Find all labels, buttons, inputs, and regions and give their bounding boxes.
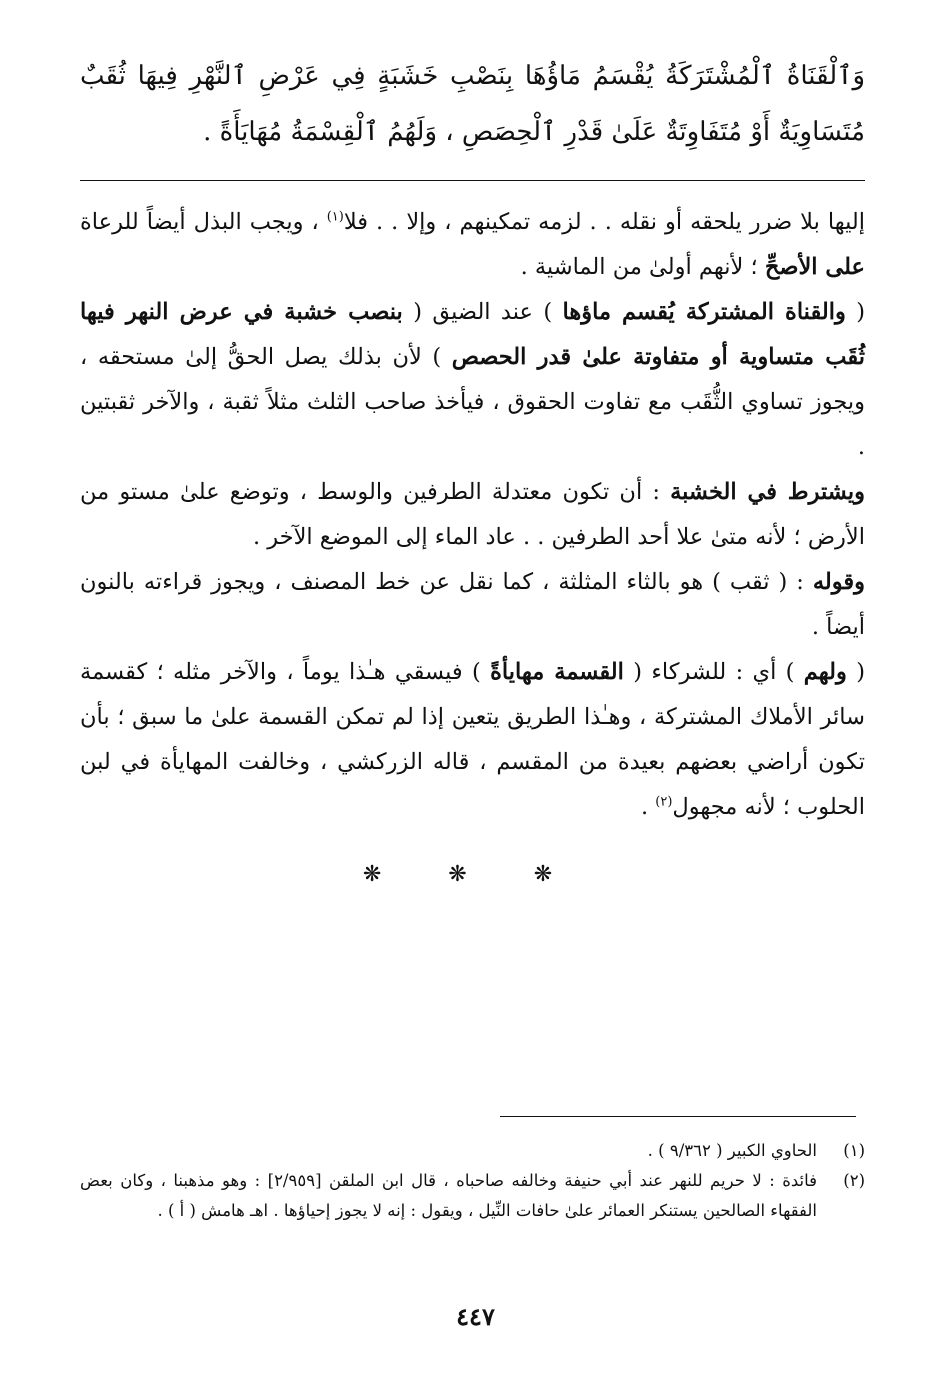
section-end-stars: ❋ ❋ ❋ (362, 862, 583, 887)
footnote-text: فائدة : لا حريم للنهر عند أبي حنيفة وخالفه صاحباه ، قال ابن الملقن [٢/٩٥٩] : وهو مذهبنا ، وكان بعض الفقهاء الصالحين يستنكر العمائر علىٰ حافات النِّيل ، ويقول : إنه لا يجوز إحياؤها . اهـ هامش ( أ ) . (80, 1171, 818, 1220)
commentary-paragraph-1 (80, 200, 865, 290)
footnote-2 (80, 1166, 865, 1226)
bold-run: على الأصحِّ (764, 254, 865, 280)
footnote-1 (80, 1136, 865, 1166)
text-run: إليها بلا ضرر يلحقه أو نقله . . لزمه تمكينهم ، وإلا . . فلا (343, 209, 865, 235)
text-run: ) لأن بذلك يصل الحقُّ إلىٰ مستحقه ، ويجوز تساوي الثُّقَب مع تفاوت الحقوق ، فيأخذ صاحب الثلث مثلاً ثقبة ، والآخر ثقبتين . (80, 344, 865, 460)
text-run: : أن تكون معتدلة الطرفين والوسط ، وتوضع علىٰ مستو من الأرض ؛ لأنه متىٰ علا أحد الطرفين . . عاد الماء إلى الموضع الآخر . (80, 479, 865, 550)
text-run: ) عند الضيق ( (402, 299, 563, 325)
footnote-separator (500, 1116, 856, 1117)
matn-separator (80, 180, 865, 181)
bold-run: ويشترط في الخشبة (670, 479, 865, 505)
footnote-ref-1[interactable]: (١) (326, 209, 344, 225)
bold-run: بنصب خشبة في عرض النهر فيها ثُقَب متساوية أو متفاوتة علىٰ قدر الحصص (80, 299, 865, 370)
matn-text (80, 48, 865, 160)
commentary-paragraph-2 (80, 290, 865, 470)
text-run: ، ويجب البذل أيضاً للرعاة (80, 209, 327, 235)
bold-run: وقوله (812, 569, 865, 595)
text-run: : ( ثقب ) هو بالثاء المثلثة ، كما نقل عن خط المصنف ، ويجوز قراءته بالنون أيضاً . (80, 569, 865, 640)
footnote-text: الحاوي الكبير ( ٩/٣٦٢ ) . (647, 1141, 817, 1160)
text-run: ( (845, 299, 866, 325)
footnote-number: (١) (843, 1141, 865, 1160)
text-run: ؛ لأنهم أولىٰ من الماشية . (520, 254, 765, 280)
commentary-paragraph-4 (80, 560, 865, 650)
matn-line: وَٱلْقَنَاةُ ٱلْمُشْتَرَكَةُ يُقْسَمُ مَاؤُهَا بِنَصْبِ خَشَبَةٍ فِي عَرْضِ ٱلنَّهْرِ فِيهَا ثُقَبٌ مُتَسَاوِيَةٌ أَوْ مُتَفَاوِتَةٌ عَلَىٰ قَدْرِ ٱلْحِصَصِ ، وَلَهُمُ ٱلْقِسْمَةُ مُهَايَأَةً . (80, 61, 865, 147)
text-run: ) أي : للشركاء ( (623, 659, 804, 685)
footnote-number: (٢) (843, 1171, 865, 1190)
bold-run: القسمة مهايأةً (490, 659, 624, 685)
commentary (80, 200, 865, 830)
text-run: ) فيسقي هـٰذا يوماً ، والآخر مثله ؛ كقسمة سائر الأملاك المشتركة ، وهـٰذا الطريق يتعين إذا لم تمكن القسمة علىٰ ما سبق ؛ بأن تكون أراضي بعضهم بعيدة من المقسم ، قاله الزركشي ، وخالفت المهايأة في لبن الحلوب ؛ لأنه مجهول (80, 659, 865, 820)
bold-run: والقناة المشتركة يُقسم ماؤها (562, 299, 846, 325)
commentary-paragraph-3 (80, 470, 865, 560)
page-number: ٤٤٧ (456, 1302, 495, 1331)
footnote-ref-2[interactable]: (٢) (655, 794, 673, 810)
text-run: . (640, 794, 656, 820)
footnotes (80, 1136, 865, 1226)
text-run: ( (846, 659, 865, 685)
commentary-paragraph-5 (80, 650, 865, 830)
bold-run: ولهم (803, 659, 847, 685)
